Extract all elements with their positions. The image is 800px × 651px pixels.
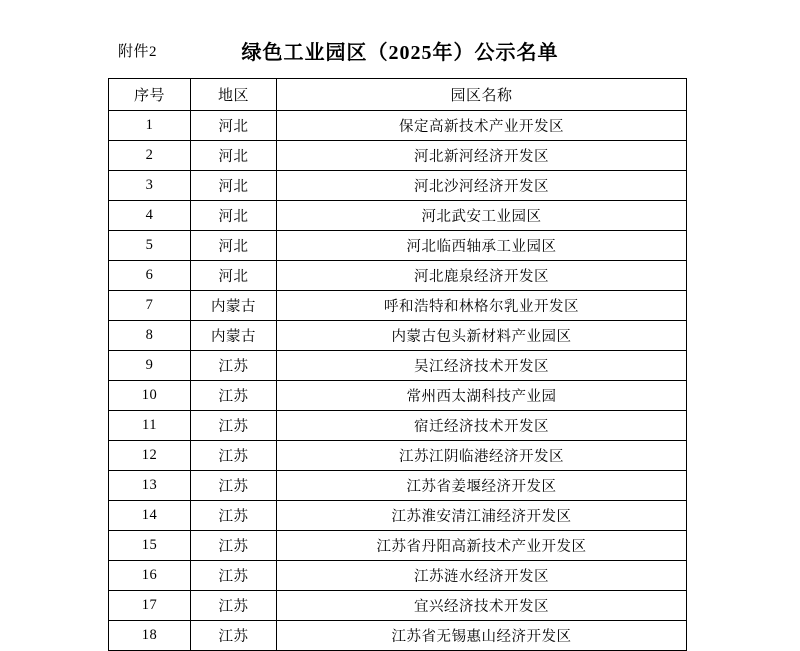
- cell-region: 江苏: [191, 531, 277, 561]
- cell-no: 11: [109, 411, 191, 441]
- cell-park-name: 江苏省姜堰经济开发区: [277, 471, 687, 501]
- cell-region: 江苏: [191, 621, 277, 651]
- cell-park-name: 常州西太湖科技产业园: [277, 381, 687, 411]
- cell-region: 江苏: [191, 591, 277, 621]
- cell-no: 18: [109, 621, 191, 651]
- table-row: [109, 471, 687, 501]
- cell-no: 9: [109, 351, 191, 381]
- table-row: [109, 531, 687, 561]
- table-row: [109, 141, 687, 171]
- table-row: [109, 291, 687, 321]
- cell-no: 7: [109, 291, 191, 321]
- cell-park-name: 江苏省无锡惠山经济开发区: [277, 621, 687, 651]
- cell-region: 江苏: [191, 501, 277, 531]
- cell-no: 15: [109, 531, 191, 561]
- cell-no: 4: [109, 201, 191, 231]
- cell-no: 10: [109, 381, 191, 411]
- cell-region: 河北: [191, 261, 277, 291]
- table-row: [109, 441, 687, 471]
- cell-region: 河北: [191, 171, 277, 201]
- cell-region: 河北: [191, 231, 277, 261]
- column-header-park-name: 园区名称: [277, 79, 687, 111]
- cell-park-name: 河北鹿泉经济开发区: [277, 261, 687, 291]
- table-row: [109, 591, 687, 621]
- cell-no: 1: [109, 111, 191, 141]
- table-row: [109, 501, 687, 531]
- cell-region: 江苏: [191, 561, 277, 591]
- cell-park-name: 宿迁经济技术开发区: [277, 411, 687, 441]
- table-row: [109, 261, 687, 291]
- table-row: [109, 351, 687, 381]
- cell-park-name: 江苏淮安清江浦经济开发区: [277, 501, 687, 531]
- cell-park-name: 江苏江阴临港经济开发区: [277, 441, 687, 471]
- cell-no: 2: [109, 141, 191, 171]
- cell-park-name: 宜兴经济技术开发区: [277, 591, 687, 621]
- table-header-row: [109, 79, 687, 111]
- cell-park-name: 呼和浩特和林格尔乳业开发区: [277, 291, 687, 321]
- page-title: 绿色工业园区（2025年）公示名单: [241, 42, 559, 64]
- cell-park-name: 河北武安工业园区: [277, 201, 687, 231]
- table-row: [109, 381, 687, 411]
- cell-park-name: 河北临西轴承工业园区: [277, 231, 687, 261]
- table-row: [109, 111, 687, 141]
- cell-no: 6: [109, 261, 191, 291]
- park-listing-table: [108, 78, 687, 651]
- cell-park-name: 河北新河经济开发区: [277, 141, 687, 171]
- cell-region: 江苏: [191, 381, 277, 411]
- cell-region: 河北: [191, 111, 277, 141]
- cell-region: 河北: [191, 141, 277, 171]
- table-row: [109, 171, 687, 201]
- attachment-label: 附件2: [118, 44, 158, 60]
- table-row: [109, 231, 687, 261]
- table-body: [109, 111, 687, 651]
- cell-region: 江苏: [191, 471, 277, 501]
- cell-no: 5: [109, 231, 191, 261]
- cell-no: 8: [109, 321, 191, 351]
- cell-region: 内蒙古: [191, 291, 277, 321]
- cell-region: 内蒙古: [191, 321, 277, 351]
- table-row: [109, 561, 687, 591]
- cell-park-name: 江苏省丹阳高新技术产业开发区: [277, 531, 687, 561]
- table-row: [109, 621, 687, 651]
- column-header-no: 序号: [109, 79, 191, 111]
- cell-region: 河北: [191, 201, 277, 231]
- cell-park-name: 保定高新技术产业开发区: [277, 111, 687, 141]
- cell-no: 14: [109, 501, 191, 531]
- column-header-region: 地区: [191, 79, 277, 111]
- cell-region: 江苏: [191, 351, 277, 381]
- cell-park-name: 吴江经济技术开发区: [277, 351, 687, 381]
- table-row: [109, 321, 687, 351]
- cell-no: 16: [109, 561, 191, 591]
- cell-no: 3: [109, 171, 191, 201]
- table-row: [109, 201, 687, 231]
- cell-park-name: 江苏涟水经济开发区: [277, 561, 687, 591]
- cell-region: 江苏: [191, 441, 277, 471]
- cell-no: 12: [109, 441, 191, 471]
- table-row: [109, 411, 687, 441]
- cell-region: 江苏: [191, 411, 277, 441]
- cell-park-name: 内蒙古包头新材料产业园区: [277, 321, 687, 351]
- cell-no: 17: [109, 591, 191, 621]
- cell-no: 13: [109, 471, 191, 501]
- cell-park-name: 河北沙河经济开发区: [277, 171, 687, 201]
